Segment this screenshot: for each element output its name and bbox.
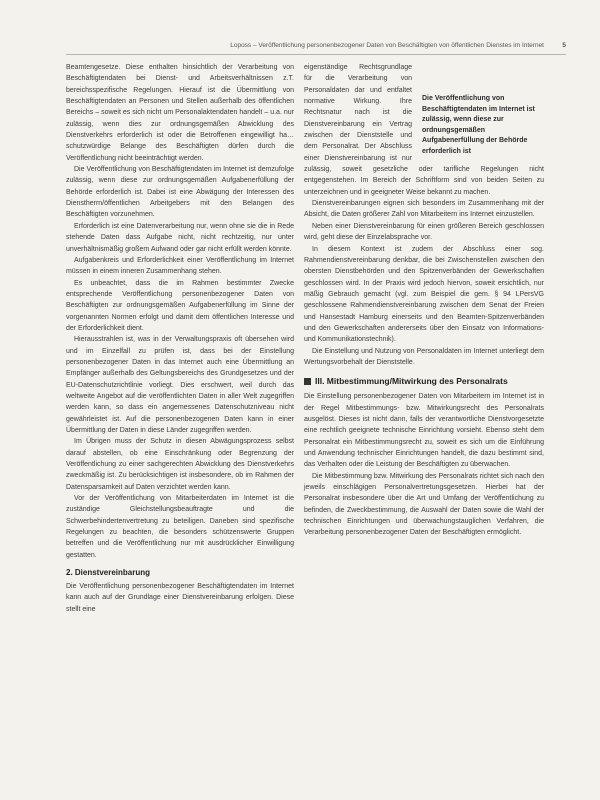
chapter-heading — [304, 376, 544, 387]
paragraph: Die Einstellung personenbezogener Daten von Mitarbeitern im Internet ist in der Regel Mitbestimmungs- bzw. Mitwirkungsrecht des Personalrats ausgelöst. Dieses ist nicht dann, falls der verantwortliche Dienstvorgesetzte eine rechtlich geeignete technische Einrichtung vorsieht. Ebenso steht dem Personalrat ein Mitbestimmungsrecht zu, soweit es sich um die Einführung und Anwendung technischer Einrichtungen handelt, die dazu bestimmt sind, das Verhalten oder die Leistung der Beschäftigten zu überwachen. — [304, 393, 544, 469]
paragraph: Beamtengesetze. Diese enthalten hinsichtlich der Verarbeitung von Beschäftigtendaten bei Dienst- und Arbeitsverhältnissen z.T. bereichsspezifische Regelungen. Hierauf ist die Übermittlung von Beschäftigtendaten an Personen und Stellen außerhalb des öffentlichen Bereichs – soweit es sich nicht um Personalaktendaten handelt – u.a. nur zulässig, wenn dies zur ordnungsgemäßen Abwicklung des Dienstverkehrs erforderlich ist oder die Betroffenen eingewilligt ha… schutzwürdige Belange des Beschäftigten dürfen durch die Veröffentlichung nicht beeinträchtigt werden. — [66, 64, 294, 162]
section-marker-icon — [304, 378, 311, 385]
paragraph: Aufgabenkreis und Erforderlichkeit einer Veröffentlichung im Internet müssen in einem inneren Zusammenhang stehen. — [66, 256, 294, 276]
margin-note: Die Veröffentlichung von Beschäftigtendaten im Internet ist zulässig, wenn diese zur ordnungsgemäßen Aufgabenerfüllung der Behörde erforderlich ist — [422, 95, 535, 155]
paragraph: Hierausstrahlen ist, was in der Verwaltungspraxis oft übersehen wird und im Einzelfall zu prüfen ist, dass bei der Einstellung personenbezogener Daten in das Internet auch eine Übermittlung an Empfänger außerhalb des Geltungsbereichs des Grundgesetzes und der EU-Datenschutzrichtlinie vorliegt. Dies erschwert, weil durch das weltweite Angebot auf die veröffentlichten Daten in aller Welt zugegriffen werden kann, so dass ein angemessenes Datenschutzniveau nicht gewährleistet ist. Auf die personenbezogenen Daten kann in einer Übermittlung der Daten in diese Länder zugegriffen werden. — [66, 336, 294, 434]
page-number: 5 — [562, 42, 566, 49]
paragraph: Erforderlich ist eine Datenverarbeitung nur, wenn ohne sie die in Rede stehende Daten dass Aufgabe nicht, nicht rechtzeitig, nur unter unverhältnismäßig großem Aufwand oder gar nicht erfüllt werden könnte. — [66, 222, 294, 253]
running-title: Loposs – Veröffentlichung personenbezogener Daten von Beschäftigten von öffentlichen Dienstes im Internet — [230, 42, 544, 49]
paragraph: Die Einstellung und Nutzung von Personaldaten im Internet unterliegt dem Wertungsvorbehalt der Dienststelle. — [304, 347, 544, 366]
paragraph: Dienstvereinbarungen eignen sich besonders im Zusammenhang mit der Absicht, die Daten größerer Zahl von Mitarbeitern ins Internet einzustellen. — [304, 200, 544, 219]
chapter-title: III. Mitbestimmung/Mitwirkung des Personalrats — [315, 376, 508, 387]
left-column — [66, 62, 294, 615]
section-heading: 2. Dienstvereinbarung — [66, 568, 151, 578]
paragraph: Es unbeachtet, dass die im Rahmen bestimmter Zwecke entsprechende Veröffentlichung personenbezogener Daten von Beschäftigten zur ordnungsgemäßen Aufgabenerfüllung im Sinne der vorgenannten Normen erfolgt und damit dem öffentlichen Interesse und der Erforderlichkeit dient. — [66, 279, 294, 332]
paragraph: eigenständige Rechtsgrundlage für die Verarbeitung von Personaldaten dar und entfaltet normative Wirkung. Ihre Rechtsnatur nach ist die Dienstvereinbarung ein Vertrag zwischen der Dienststelle und dem Personalrat. Der Abschluss einer Dienstvereinbarung ist nur zulässig, soweit gesetzliche oder tarifliche Regelungen nicht entgegenstehen. Im Bereich der Schriftform sind von beiden Seiten zu unterzeichnen und in geeigneter Weise bekannt zu machen. — [304, 64, 544, 196]
paragraph: Vor der Veröffentlichung von Mitarbeiterdaten im Internet ist die zuständige Gleichstellungsbeauftragte und die Schwerbehindertenvertretung zu beteiligen. Daneben sind spezifische Regelungen zu beachten, die besonders schützenswerte Gruppen betreffen und die Veröffentlichung nur mit ausdrücklicher Einwilligung gestatten. — [66, 495, 294, 559]
paragraph: Die Veröffentlichung von Beschäftigtendaten im Internet ist demzufolge zulässig, wenn diese zur ordnungsgemäßen Aufgabenerfüllung der Behörde erforderlich ist. Dabei ist eine Abwägung der Interessen des Dienstherrn/öffentlichen Arbeitgebers mit den Belangen des Beschäftigten vorzunehmen. — [66, 166, 294, 219]
paragraph: Die Veröffentlichung personenbezogener Beschäftigtendaten im Internet kann auch auf der Grundlage einer Dienstvereinbarung erfolgen. Diese stellt eine — [66, 583, 294, 613]
running-header — [66, 40, 566, 55]
paragraph: Neben einer Dienstvereinbarung für einen größeren Bereich geschlossen wird, geht diese der Einzelabsprache vor. — [304, 222, 544, 242]
paragraph: Die Mitbestimmung bzw. Mitwirkung des Personalrats richtet sich nach den jeweils einschlägigen Personalvertretungsgesetzen. Hierbei hat der Personalrat insbesondere über die Art und Umfang der Veröffentlichung zu befinden, die Zweckbestimmung, die Auswahl der Daten sowie die Wahl der technischen Einrichtungen und überwachungstauglichen Verfahren, die Verarbeitung personenbezogener Daten der Beschäftigten ermöglicht. — [304, 472, 544, 537]
right-column — [304, 62, 544, 539]
paragraph: Im Übrigen muss der Schutz in diesen Abwägungsprozess selbst darauf abstellen, ob eine Einschränkung oder Begrenzung der Veröffentlichung zu einer sachgerechten Abwicklung des Dienstverkehrs zweckmäßig ist. Zu berücksichtigen ist insbesondere, ob im Rahmen der Datensparsamkeit auf Daten verzichtet werden kann. — [66, 438, 294, 491]
paragraph: In diesem Kontext ist zudem der Abschluss einer sog. Rahmendienstvereinbarung denkbar, die bei Zwischenstellen zwischen den obersten Dienstbehörden und den Spitzenverbänden der Gewerkschaften geschlossen wird. In der Praxis wird jedoch hiervon, soweit ersichtlich, nur mäßig Gebrauch gemacht (vgl. zum Beispiel die gem. § 94 LPersVG geschlossene Rahmendienstvereinbarung zwischen dem Senat der Freien und Hansestadt Hamburg einerseits und den Beamten-Spitzenverbänden und den Gewerkschaften andererseits über den Einsatz von Informations- und Kommunikationstechnik). — [304, 245, 544, 344]
